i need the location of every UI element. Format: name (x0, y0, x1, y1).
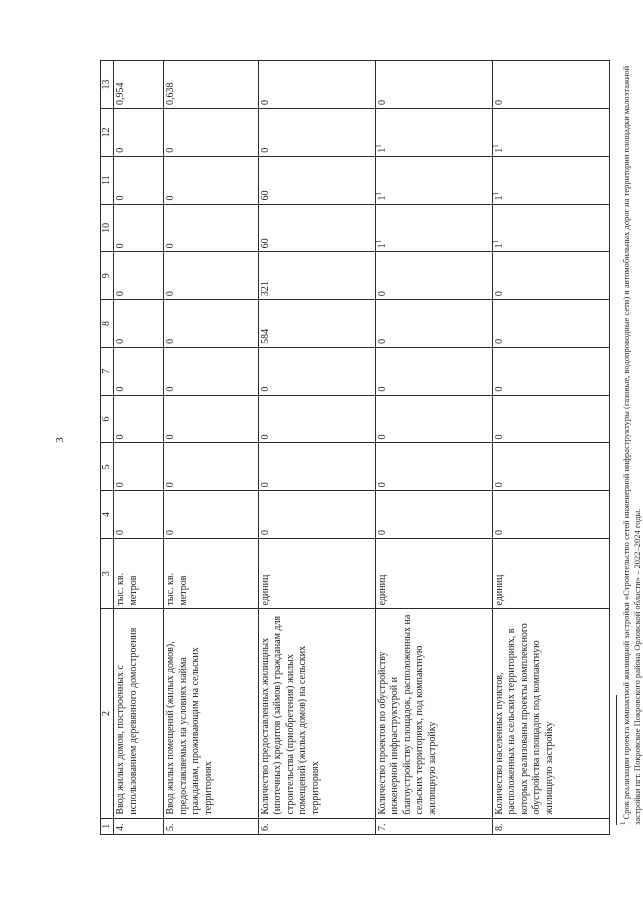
value-cell (114, 443, 164, 491)
indicator-name: Ввод жилых домов, построенных с использованием деревянного домостроения (114, 609, 164, 818)
value-text: 0 (376, 386, 388, 392)
value-cell (375, 61, 492, 109)
value-cell (258, 300, 375, 348)
value-cell (492, 300, 609, 348)
footnote-reference: 1 (374, 144, 383, 148)
value-text: 0 (493, 386, 505, 392)
value-text: 0 (376, 482, 388, 488)
value-text: 0 (115, 386, 126, 392)
footnote-reference: 1 (491, 192, 500, 196)
value-cell (492, 252, 609, 300)
unit-cell: единиц (258, 539, 375, 609)
value-cell (164, 252, 259, 300)
column-header-13: 13 (101, 61, 114, 109)
value-cell (492, 443, 609, 491)
table-row (258, 61, 375, 835)
value-cell (492, 347, 609, 395)
value-cell (164, 491, 259, 539)
value-text: 0 (165, 291, 177, 297)
column-header-7: 7 (101, 347, 114, 395)
value-cell (375, 300, 492, 348)
value-text: 0 (376, 291, 388, 297)
indicators-table (100, 60, 610, 835)
value-cell (164, 204, 259, 252)
footnote-text: Срок реализации проекта компактной жилищной застройки «Строительство сетей инженерной инфраструктуры (газовые, водопроводные сети) и автомобильных дорог на территории площадки малоэтажной застройки пгт. Покровское Покровского района Орловской области» – 2022–2024 годы. (621, 65, 642, 825)
value-text: 0 (493, 338, 505, 344)
value-text: 0 (115, 243, 126, 249)
value-text: 0 (165, 243, 177, 249)
value-text: 0 (165, 195, 177, 201)
column-header-1: 1 (101, 818, 114, 834)
value-text: 0 (115, 434, 126, 440)
unit-cell: единиц (492, 539, 609, 609)
value-text: 0 (165, 147, 177, 153)
value-text: 0 (165, 530, 177, 535)
value-text: 0 (115, 338, 126, 344)
value-cell (375, 252, 492, 300)
value-text: 60 (259, 238, 271, 249)
value-text: 1 (493, 147, 505, 153)
value-cell (164, 347, 259, 395)
value-cell (258, 443, 375, 491)
landscape-sheet (100, 60, 642, 835)
value-cell (492, 156, 609, 204)
value-text: 0 (259, 99, 271, 105)
value-text: 0 (493, 530, 505, 535)
value-text: 0 (376, 434, 388, 440)
value-cell (492, 491, 609, 539)
value-cell (492, 395, 609, 443)
value-text: 1 (376, 195, 388, 201)
value-cell (258, 347, 375, 395)
value-cell (164, 300, 259, 348)
table-row (114, 61, 164, 835)
value-cell (164, 108, 259, 156)
value-cell (375, 395, 492, 443)
footnote-reference: 1 (491, 144, 500, 148)
value-text: 1 (493, 195, 505, 201)
value-text: 0 (165, 386, 177, 392)
value-cell (114, 204, 164, 252)
value-text: 321 (259, 281, 271, 297)
value-text: 0 (115, 291, 126, 297)
value-text: 0,954 (115, 82, 126, 105)
value-text: 1 (376, 147, 388, 153)
unit-cell: тыс. кв. метров (114, 539, 164, 609)
value-text: 0 (115, 482, 126, 488)
value-cell (258, 252, 375, 300)
column-header-4: 4 (101, 491, 114, 539)
value-text: 0 (376, 530, 388, 535)
value-cell (375, 491, 492, 539)
value-cell (492, 61, 609, 109)
indicator-name: Ввод жилых помещений (жилых домов), предоставляемых на условиях найма гражданам, проживающим на сельских территориях (164, 609, 259, 818)
value-cell (164, 61, 259, 109)
value-cell (375, 347, 492, 395)
value-text: 0 (376, 99, 388, 105)
value-text: 1 (493, 243, 505, 249)
row-number: 8. (492, 818, 609, 834)
value-cell (492, 108, 609, 156)
row-number: 6. (258, 818, 375, 834)
footnote-reference: 1 (374, 239, 383, 244)
value-cell (114, 395, 164, 443)
value-cell (114, 156, 164, 204)
footnote (621, 65, 643, 825)
table-row (164, 61, 259, 835)
value-cell (258, 491, 375, 539)
value-text: 0 (165, 434, 177, 440)
unit-cell: тыс. кв. метров (164, 539, 259, 609)
column-header-2: 2 (101, 609, 114, 818)
value-cell (164, 156, 259, 204)
value-cell (114, 61, 164, 109)
column-header-8: 8 (101, 300, 114, 348)
value-text: 0 (115, 195, 126, 201)
value-text: 0 (493, 99, 505, 105)
value-cell (258, 156, 375, 204)
value-text: 0 (259, 530, 271, 535)
value-text: 60 (259, 190, 271, 201)
value-cell (114, 252, 164, 300)
value-text: 0 (259, 147, 271, 153)
row-number: 7. (375, 818, 492, 834)
value-cell (258, 61, 375, 109)
column-header-6: 6 (101, 395, 114, 443)
value-text: 0 (493, 482, 505, 488)
indicator-name: Количество предоставленных жилищных (ипотечных) кредитов (займов) гражданам для строительства (приобретения) жилых помещений (жилых домов) на сельских территориях (258, 609, 375, 818)
value-text: 0 (115, 147, 126, 153)
header-row (101, 61, 114, 835)
value-cell (114, 108, 164, 156)
value-cell (114, 300, 164, 348)
value-cell (164, 395, 259, 443)
footnote-reference: 1 (374, 192, 383, 196)
value-text: 0 (376, 338, 388, 344)
column-header-5: 5 (101, 443, 114, 491)
value-text: 0 (115, 530, 126, 535)
value-cell (258, 395, 375, 443)
page-number: 3 (54, 437, 66, 443)
column-header-9: 9 (101, 252, 114, 300)
column-header-12: 12 (101, 108, 114, 156)
value-cell (375, 204, 492, 252)
value-text: 584 (259, 328, 271, 344)
value-cell (375, 108, 492, 156)
value-text: 0 (165, 482, 177, 488)
value-text: 0 (493, 291, 505, 297)
value-cell (258, 204, 375, 252)
value-text: 0 (259, 434, 271, 440)
value-cell (375, 443, 492, 491)
value-cell (492, 204, 609, 252)
value-cell (114, 491, 164, 539)
table-row (492, 61, 609, 835)
value-text: 0 (165, 338, 177, 344)
row-number: 5. (164, 818, 259, 834)
unit-cell: единиц (375, 539, 492, 609)
value-text: 0 (259, 482, 271, 488)
value-text: 0 (259, 386, 271, 392)
column-header-10: 10 (101, 204, 114, 252)
value-cell (114, 347, 164, 395)
value-text: 1 (376, 243, 388, 249)
value-cell (258, 108, 375, 156)
footnote-reference: 1 (491, 239, 500, 244)
indicator-name: Количество населенных пунктов, расположенных на сельских территориях, в которых реализованы проекты комплексного обустройства площадок под компактную жилищную застройку (492, 609, 609, 818)
value-cell (375, 156, 492, 204)
indicator-name: Количество проектов по обустройству инженерной инфраструктурой и благоустройству площадок, расположенных на сельских территориях, под компактную жилищную застройку (375, 609, 492, 818)
column-header-3: 3 (101, 539, 114, 609)
row-number: 4. (114, 818, 164, 834)
value-cell (164, 443, 259, 491)
value-text: 0,638 (165, 82, 177, 105)
table-row (375, 61, 492, 835)
footnote-mark: 1 (619, 821, 628, 825)
footnote-divider (616, 695, 617, 825)
column-header-11: 11 (101, 156, 114, 204)
value-text: 0 (493, 434, 505, 440)
